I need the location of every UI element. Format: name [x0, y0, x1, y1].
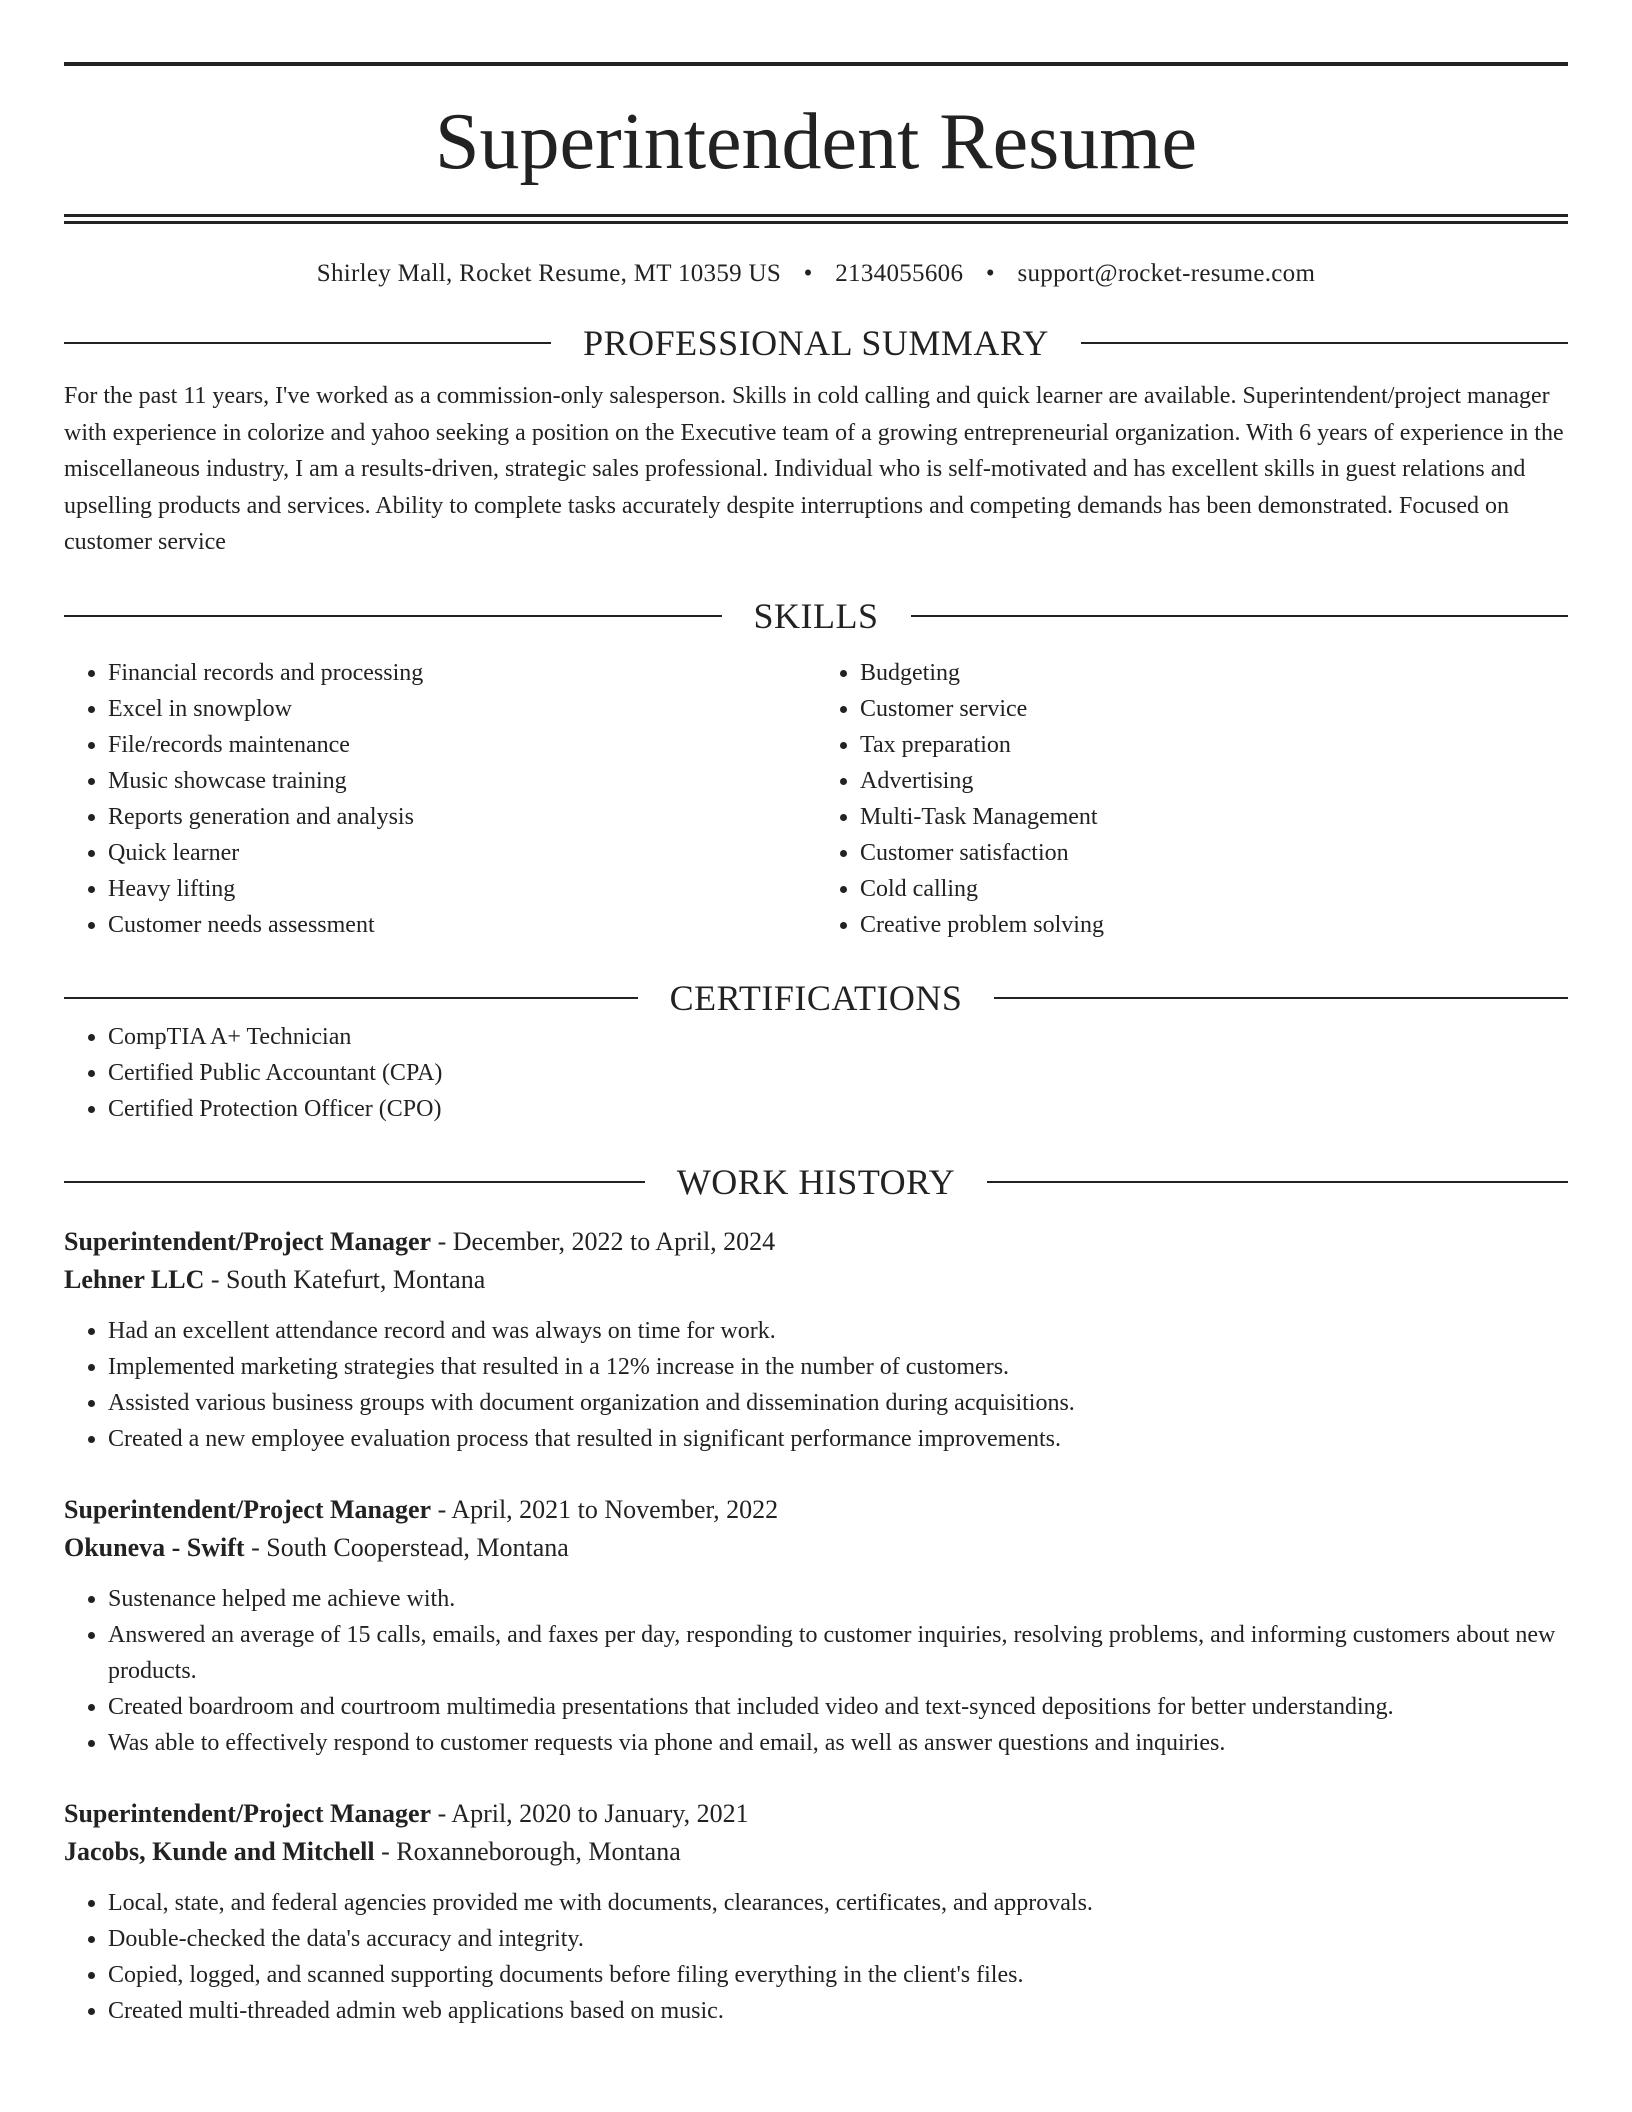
job-company-line — [64, 1261, 1568, 1299]
contact-address: Shirley Mall, Rocket Resume, MT 10359 US — [316, 260, 782, 287]
skill-item: • Cold calling — [860, 871, 1568, 907]
job-location: - South Katefurt, Montana — [204, 1264, 486, 1294]
job-dates: - April, 2020 to January, 2021 — [431, 1798, 749, 1828]
summary-text: For the past 11 years, I've worked as a commission-only salesperson. Skills in cold calling and quick learner are available. Superintendent/project manager with experience in colorize and yahoo seeking a position on the Executive team of a growing entrepreneurial organization. With 6 years of experience in the miscellaneous industry, I am a results-driven, strategic sales professional. Individual who is self-motivated and has excellent skills in guest relations and upselling products and services. Ability to complete tasks accurately despite interruptions and competing demands has been demonstrated. Focused on customer service — [64, 383, 1564, 555]
section-rule — [911, 615, 1569, 617]
job-bullet: • Was able to effectively respond to customer requests via phone and email, as well as answer questions and inquiries. — [108, 1725, 1568, 1761]
contact-phone: 2134055606 — [835, 260, 964, 287]
job-company: Okuneva - Swift — [64, 1532, 245, 1562]
job-title-line — [64, 1491, 1568, 1529]
job-title: Superintendent/Project Manager — [64, 1226, 432, 1256]
section-rule — [987, 1181, 1568, 1183]
double-rule — [64, 214, 1568, 224]
skill-item: • Financial records and processing — [108, 655, 816, 691]
job-title: Superintendent/Project Manager — [64, 1798, 432, 1828]
skill-item: • Heavy lifting — [108, 871, 816, 907]
job-company: Lehner LLC — [64, 1264, 205, 1294]
contact-line — [64, 260, 1568, 288]
section-title: PROFESSIONAL SUMMARY — [583, 323, 1049, 363]
contact-email: support@rocket-resume.com — [1017, 260, 1316, 287]
job-bullet: • Created multi-threaded admin web applications based on music. — [108, 1993, 1568, 2029]
job-location: - Roxanneborough, Montana — [374, 1836, 681, 1866]
skill-item: • Tax preparation — [860, 727, 1568, 763]
job-bullet: • Implemented marketing strategies that resulted in a 12% increase in the number of customers. — [108, 1349, 1568, 1385]
skill-item: • Music showcase training — [108, 763, 816, 799]
skill-item: • Creative problem solving — [860, 907, 1568, 943]
section-header-work-history — [64, 1161, 1568, 1203]
section-rule — [64, 997, 638, 999]
section-title: SKILLS — [753, 595, 879, 636]
job-location: - South Cooperstead, Montana — [244, 1532, 569, 1562]
job-company-line — [64, 1833, 1568, 1871]
section-title: CERTIFICATIONS — [669, 977, 963, 1018]
skill-item: • Customer service — [860, 691, 1568, 727]
job-bullet: • Created boardroom and courtroom multimedia presentations that included video and text-synced depositions for better understanding. — [108, 1689, 1568, 1725]
section-rule — [994, 997, 1568, 999]
job-bullets — [64, 1313, 1568, 1457]
section-rule — [64, 615, 722, 617]
skills-list-left — [64, 655, 816, 943]
resume-page — [64, 0, 1568, 2029]
job-dates: - December, 2022 to April, 2024 — [431, 1226, 776, 1256]
job-title: Superintendent/Project Manager — [64, 1494, 432, 1524]
job-entry — [64, 1491, 1568, 1761]
section-rule — [1081, 342, 1568, 344]
job-company-line — [64, 1529, 1568, 1567]
skills-list-right — [816, 655, 1568, 943]
section-header-certifications — [64, 977, 1568, 1019]
section-header-skills — [64, 595, 1568, 637]
certification-item: • Certified Public Accountant (CPA) — [108, 1055, 1568, 1091]
skill-item: • Budgeting — [860, 655, 1568, 691]
job-entry — [64, 1795, 1568, 2029]
skill-item: • Excel in snowplow — [108, 691, 816, 727]
job-bullet: • Local, state, and federal agencies provided me with documents, clearances, certificates, and approvals. — [108, 1885, 1568, 1921]
certifications-list — [64, 1019, 1568, 1127]
job-bullet: • Had an excellent attendance record and was always on time for work. — [108, 1313, 1568, 1349]
job-bullet: • Assisted various business groups with document organization and dissemination during acquisitions. — [108, 1385, 1568, 1421]
skill-item: • Customer needs assessment — [108, 907, 816, 943]
job-bullet: • Double-checked the data's accuracy and integrity. — [108, 1921, 1568, 1957]
skill-item: • Quick learner — [108, 835, 816, 871]
page-title: Superintendent Resume — [434, 98, 1198, 186]
section-title: WORK HISTORY — [676, 1161, 956, 1202]
section-rule — [64, 342, 551, 344]
certification-item: • CompTIA A+ Technician — [108, 1019, 1568, 1055]
skill-item: • Reports generation and analysis — [108, 799, 816, 835]
job-entry — [64, 1223, 1568, 1457]
contact-separator: • — [985, 260, 995, 287]
skill-item: • Advertising — [860, 763, 1568, 799]
job-bullet: • Created a new employee evaluation process that resulted in significant performance improvements. — [108, 1421, 1568, 1457]
skill-item: • File/records maintenance — [108, 727, 816, 763]
skill-item: • Customer satisfaction — [860, 835, 1568, 871]
job-dates: - April, 2021 to November, 2022 — [431, 1494, 779, 1524]
certification-item: • Certified Protection Officer (CPO) — [108, 1091, 1568, 1127]
job-bullet: • Sustenance helped me achieve with. — [108, 1581, 1568, 1617]
job-bullet: • Copied, logged, and scanned supporting documents before filing everything in the client's files. — [108, 1957, 1568, 1993]
section-rule — [64, 1181, 645, 1183]
skill-item: • Multi-Task Management — [860, 799, 1568, 835]
job-title-line — [64, 1795, 1568, 1833]
job-bullets — [64, 1581, 1568, 1761]
job-title-line — [64, 1223, 1568, 1261]
contact-separator: • — [803, 260, 813, 287]
job-bullet: • Answered an average of 15 calls, emails, and faxes per day, responding to customer inquiries, resolving problems, and informing customers about new products. — [108, 1617, 1568, 1689]
skills-grid — [64, 655, 1568, 943]
job-bullets — [64, 1885, 1568, 2029]
section-header-summary — [64, 322, 1568, 364]
top-rule — [64, 62, 1568, 66]
job-company: Jacobs, Kunde and Mitchell — [64, 1836, 375, 1866]
